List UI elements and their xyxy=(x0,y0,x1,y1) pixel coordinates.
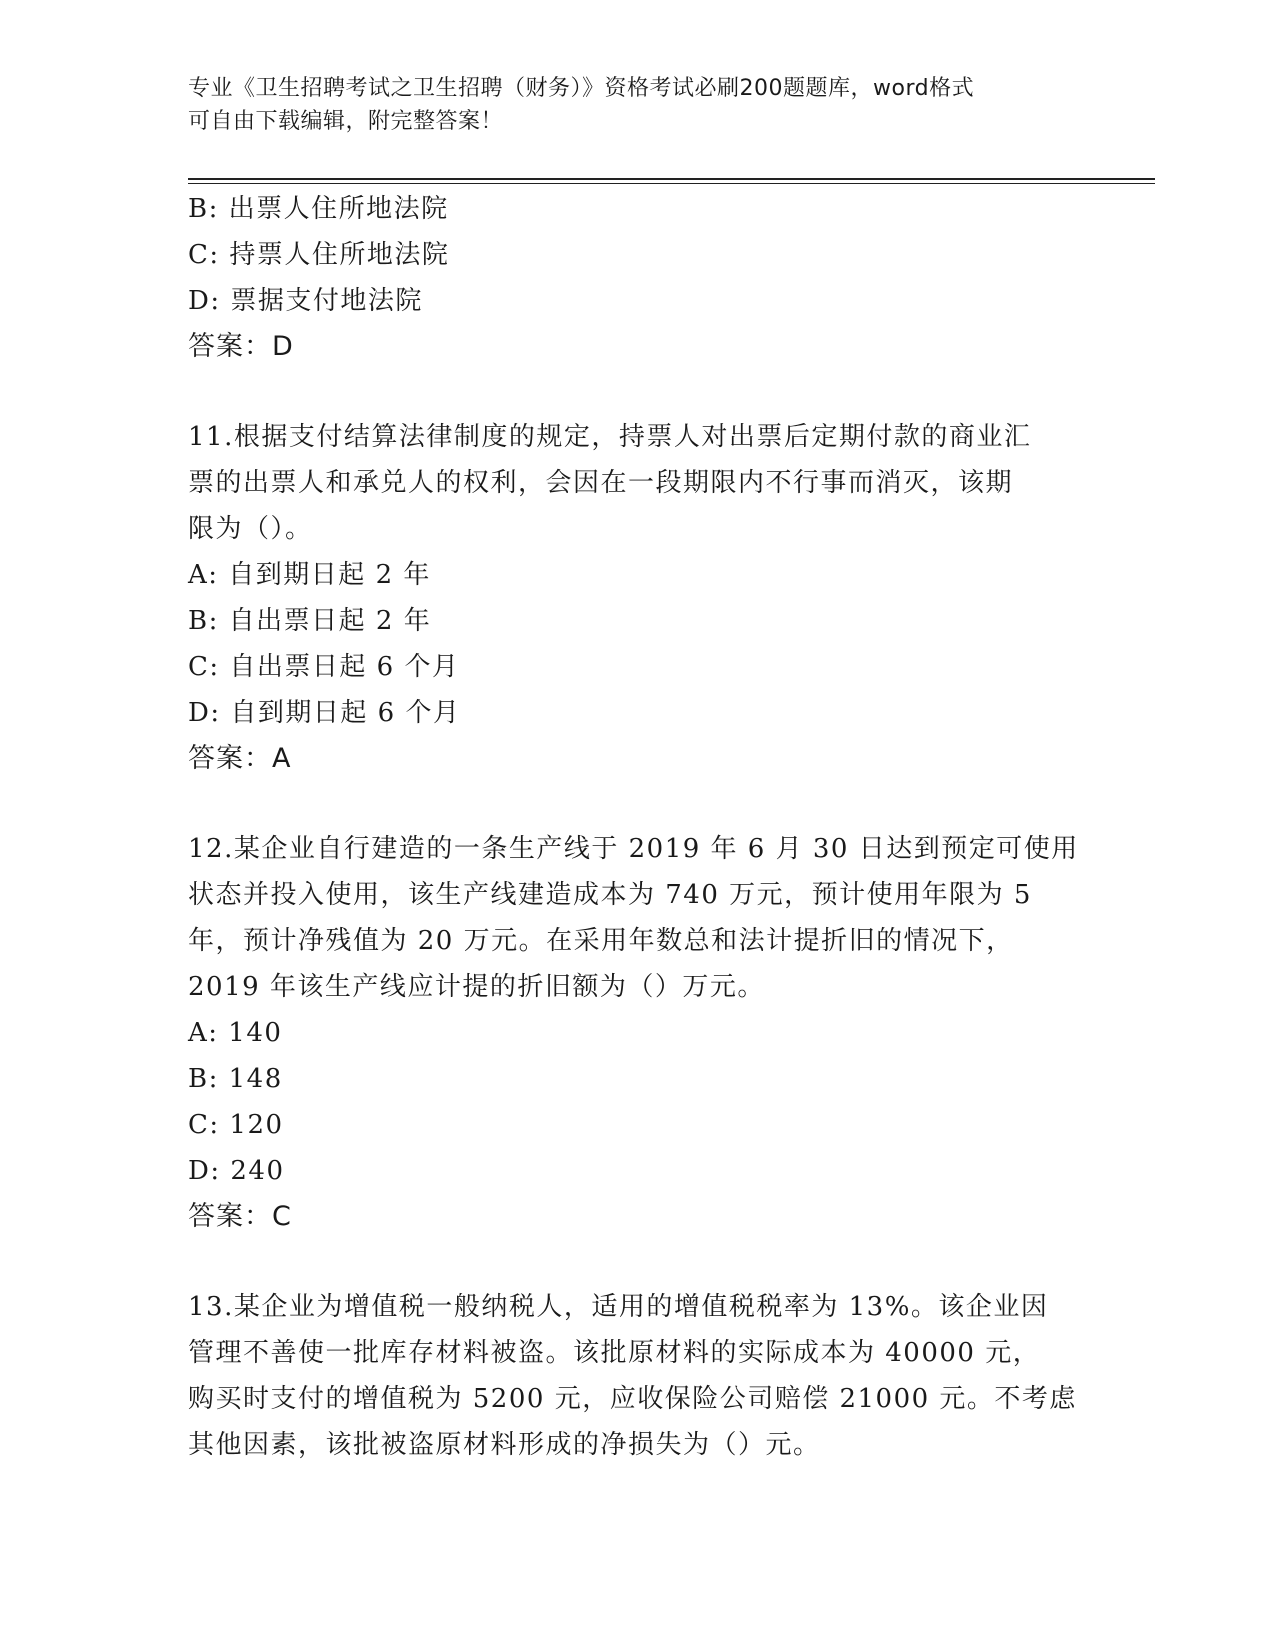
question-stem-line: 12.某企业自行建造的一条生产线于 2019 年 6 月 30 日达到预定可使用 xyxy=(188,834,1079,864)
question-stem-line: 2019 年该生产线应计提的折旧额为（）万元。 xyxy=(188,972,765,1002)
question-10-tail xyxy=(188,186,1088,370)
question-stem-line: 11.根据支付结算法律制度的规定，持票人对出票后定期付款的商业汇 xyxy=(188,422,1032,452)
header-line-2: 可自由下载编辑，附完整答案！ xyxy=(188,109,504,134)
option-c: C: 自出票日起 6 个月 xyxy=(188,652,460,682)
question-stem-line: 年，预计净残值为 20 万元。在采用年数总和法计提折旧的情况下， xyxy=(188,926,1014,956)
header-divider-thin xyxy=(188,183,1155,184)
option-b: B: 148 xyxy=(188,1064,283,1094)
document-header xyxy=(188,72,1088,138)
question-11 xyxy=(188,414,1088,782)
header-divider xyxy=(188,178,1155,180)
option-b: B: 出票人住所地法院 xyxy=(188,194,449,224)
option-d: D: 票据支付地法院 xyxy=(188,286,423,316)
option-c: C: 120 xyxy=(188,1110,284,1140)
question-stem-line: 其他因素，该批被盗原材料形成的净损失为（）元。 xyxy=(188,1430,821,1460)
header-line-1: 专业《卫生招聘考试之卫生招聘（财务）》资格考试必刷200题题库，word格式 xyxy=(188,76,975,101)
option-a: A: 自到期日起 2 年 xyxy=(188,560,431,590)
question-12 xyxy=(188,826,1088,1240)
answer: 答案：C xyxy=(188,1201,292,1232)
question-stem-line: 管理不善使一批库存材料被盗。该批原材料的实际成本为 40000 元， xyxy=(188,1338,1041,1368)
answer: 答案：D xyxy=(188,331,294,362)
question-stem-line: 限为（）。 xyxy=(188,514,313,544)
question-stem-line: 票的出票人和承兑人的权利，会因在一段期限内不行事而消灭，该期 xyxy=(188,468,1014,498)
option-a: A: 140 xyxy=(188,1018,283,1048)
option-c: C: 持票人住所地法院 xyxy=(188,240,450,270)
answer: 答案：A xyxy=(188,743,292,774)
option-b: B: 自出票日起 2 年 xyxy=(188,606,432,636)
question-13 xyxy=(188,1284,1088,1468)
question-stem-line: 13.某企业为增值税一般纳税人，适用的增值税税率为 13%。该企业因 xyxy=(188,1292,1049,1322)
question-stem-line: 状态并投入使用，该生产线建造成本为 740 万元，预计使用年限为 5 xyxy=(188,880,1032,910)
option-d: D: 240 xyxy=(188,1156,285,1186)
question-stem-line: 购买时支付的增值税为 5200 元，应收保险公司赔偿 21000 元。不考虑 xyxy=(188,1384,1077,1414)
document-body xyxy=(188,186,1088,1468)
option-d: D: 自到期日起 6 个月 xyxy=(188,698,461,728)
